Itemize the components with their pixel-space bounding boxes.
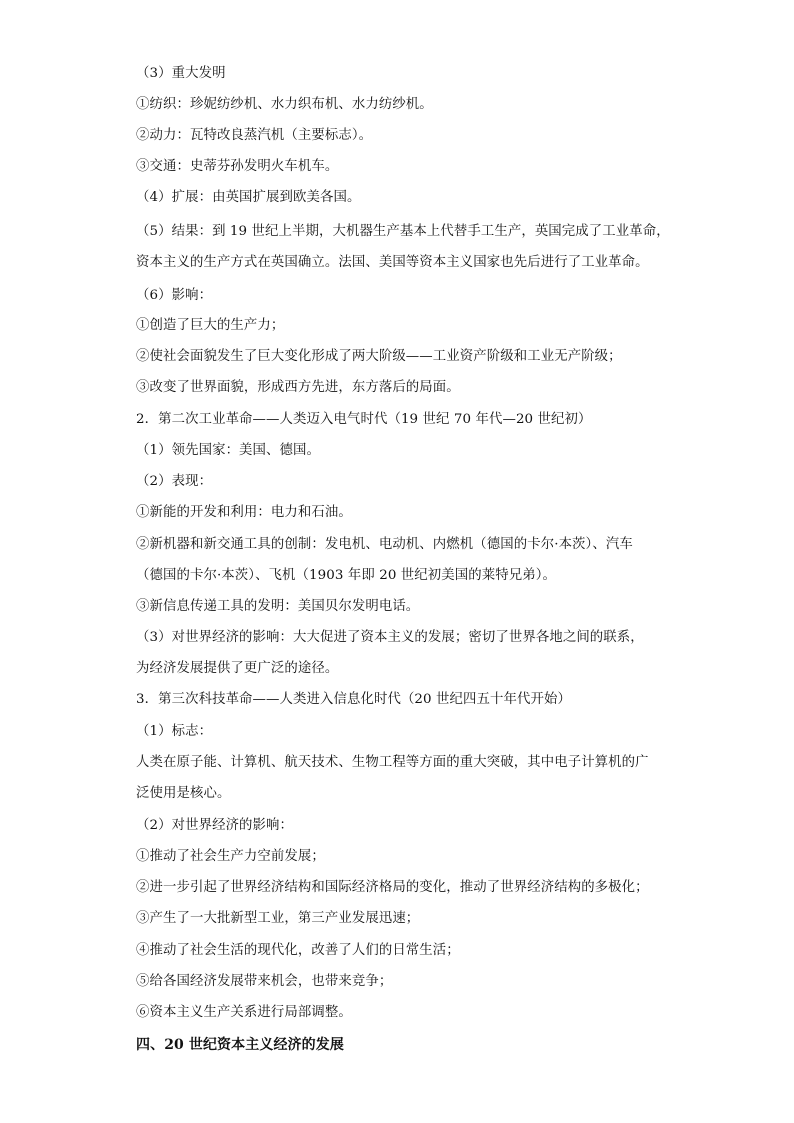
text-line: ③产生了一大批新型工业，第三产业发展迅速；	[136, 911, 420, 926]
text-line: （德国的卡尔·本茨）、飞机（1903 年即 20 世纪初美国的莱特兄弟）。	[136, 568, 556, 583]
text-line: ⑤给各国经济发展带来机会，也带来竞争；	[136, 974, 393, 989]
text-line: ④推动了社会生活的现代化，改善了人们的日常生活；	[136, 943, 460, 958]
text-line: ②进一步引起了世界经济结构和国际经济格局的变化，推动了世界经济结构的多极化；	[136, 880, 649, 895]
text-line: ①推动了社会生产力空前发展；	[136, 849, 325, 864]
text-line: （6）影响：	[136, 288, 213, 303]
text-line: ③交通：史蒂芬孙发明火车机车。	[136, 159, 339, 174]
text-line: （5）结果：到 19 世纪上半期，大机器生产基本上代替手工生产，英国完成了工业革命，	[136, 224, 670, 239]
text-line: ③改变了世界面貌，形成西方先进，东方落后的局面。	[136, 380, 460, 395]
text-line: 3．第三次科技革命——人类进入信息化时代（20 世纪四五十年代开始）	[136, 692, 571, 707]
text-line: ③新信息传递工具的发明：美国贝尔发明电话。	[136, 599, 420, 614]
text-line: （2）表现：	[136, 474, 213, 489]
text-line: ⑥资本主义生产关系进行局部调整。	[136, 1005, 352, 1020]
text-line: ②使社会面貌发生了巨大变化形成了两大阶级——工业资产阶级和工业无产阶级；	[136, 349, 622, 364]
text-line: ②动力：瓦特改良蒸汽机（主要标志）。	[136, 128, 373, 143]
text-line: （1）领先国家：美国、德国。	[136, 443, 320, 458]
text-line: ②新机器和新交通工具的创制：发电机、电动机、内燃机（德国的卡尔·本茨）、汽车	[136, 537, 633, 552]
text-line: ①创造了巨大的生产力；	[136, 318, 285, 333]
text-line: （3）对世界经济的影响：大大促进了资本主义的发展；密切了世界各地之间的联系，	[136, 630, 644, 645]
section-heading: 四、20 世纪资本主义经济的发展	[136, 1037, 344, 1053]
text-line: 资本主义的生产方式在英国确立。法国、美国等资本主义国家也先后进行了工业革命。	[136, 255, 649, 270]
text-line: （4）扩展：由英国扩展到欧美各国。	[136, 190, 361, 205]
text-line: （2）对世界经济的影响：	[136, 818, 294, 833]
text-line: 为经济发展提供了更广泛的途径。	[136, 661, 339, 676]
text-line: 泛使用是核心。	[136, 786, 231, 801]
text-line: （3）重大发明	[136, 66, 226, 81]
text-line: ①纺织：珍妮纺纱机、水力织布机、水力纺纱机。	[136, 97, 433, 112]
text-line: ①新能的开发和利用：电力和石油。	[136, 505, 352, 520]
text-line: （1）标志：	[136, 724, 213, 739]
text-line: 2．第二次工业革命——人类迈入电气时代（19 世纪 70 年代—20 世纪初）	[136, 412, 592, 427]
text-line: 人类在原子能、计算机、航天技术、生物工程等方面的重大突破，其中电子计算机的广	[136, 755, 649, 770]
